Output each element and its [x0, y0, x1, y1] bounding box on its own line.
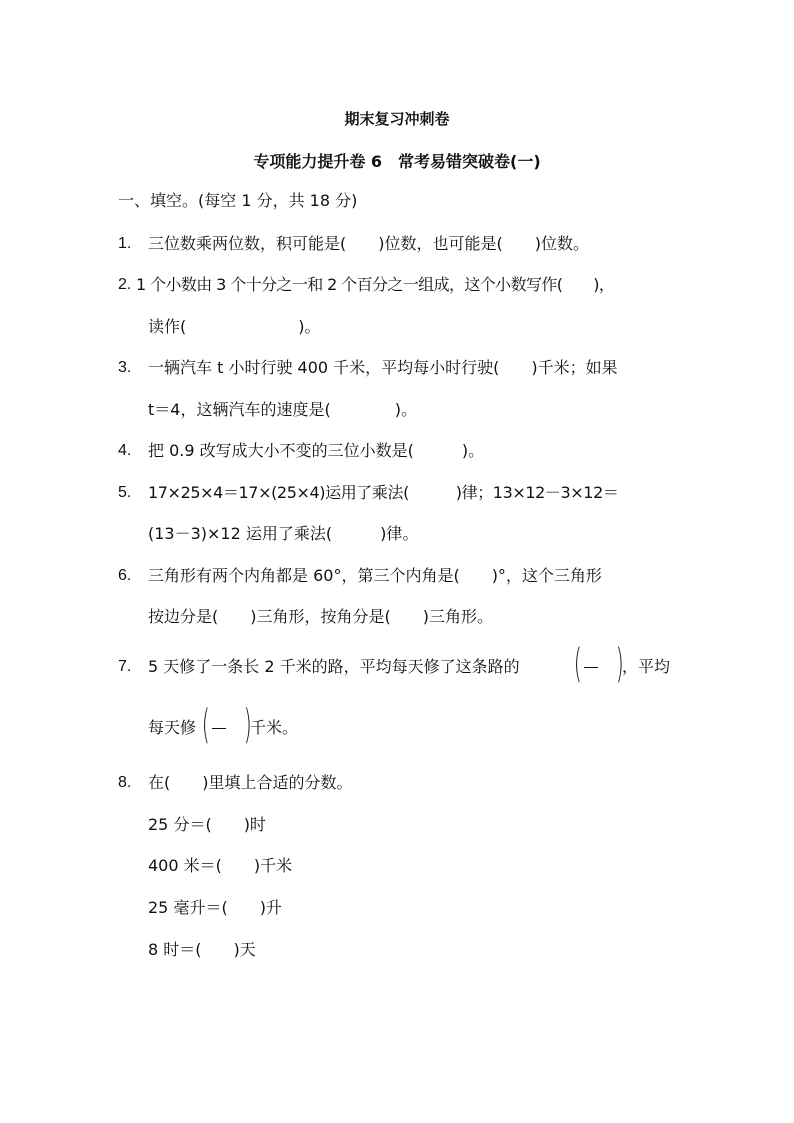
question-text: 5 天修了一条长 2 千米的路，平均每天修了这条路的	[148, 657, 520, 676]
fraction-bar	[212, 728, 226, 729]
question-number: 6.	[118, 567, 132, 584]
fraction-blank[interactable]	[201, 702, 253, 752]
question-text: 千米。	[250, 718, 299, 737]
section-heading: 一、填空。(每空 1 分，共 18 分)	[118, 191, 358, 210]
question-text: 按边分是( )三角形，按角分是( )三角形。	[148, 607, 493, 626]
question-text: 在( )里填上合适的分数。	[148, 773, 353, 792]
question-text: t＝4，这辆汽车的速度是( )。	[148, 400, 417, 419]
question-text: 三角形有两个内角都是 60°，第三个内角是( )°，这个三角形	[148, 566, 602, 585]
left-paren-icon: (	[573, 641, 582, 687]
question-number: 3.	[118, 359, 132, 376]
question-text: 一辆汽车 t 小时行驶 400 千米，平均每小时行驶( )千米；如果	[148, 358, 618, 377]
question-number: 8.	[118, 774, 132, 791]
question-text: (13－3)×12 运用了乘法( )律。	[148, 524, 419, 543]
fraction-bar	[584, 667, 598, 668]
question-text: ，平均	[622, 657, 671, 676]
question-text: 三位数乘两位数，积可能是( )位数，也可能是( )位数。	[148, 234, 589, 253]
question-number: 2.	[118, 276, 132, 293]
question-text: 读作( )。	[148, 317, 321, 336]
question-number: 5.	[118, 484, 132, 501]
page-subtitle: 专项能力提升卷 6 常考易错突破卷(一)	[253, 152, 541, 171]
question-number: 7.	[118, 658, 132, 675]
conversion-item: 400 米＝( )千米	[148, 856, 293, 875]
question-number: 4.	[118, 442, 132, 459]
left-paren-icon: (	[201, 702, 210, 748]
conversion-item: 8 时＝( )天	[148, 940, 256, 959]
conversion-item: 25 毫升＝( )升	[148, 898, 282, 917]
question-text: 17×25×4＝17×(25×4)运用了乘法( )律；13×12－3×12＝	[148, 483, 619, 502]
fraction-blank[interactable]	[573, 641, 625, 691]
question-text: 把 0.9 改写成大小不变的三位小数是( )。	[148, 441, 485, 460]
right-paren-icon: )	[244, 702, 253, 748]
question-text: 每天修	[148, 718, 197, 737]
page-title: 期末复习冲刺卷	[344, 110, 450, 128]
conversion-item: 25 分＝( )时	[148, 815, 266, 834]
question-number: 1.	[118, 235, 132, 252]
right-paren-icon: )	[616, 641, 625, 687]
question-text: 1 个小数由 3 个十分之一和 2 个百分之一组成，这个小数写作( )，	[136, 275, 615, 294]
